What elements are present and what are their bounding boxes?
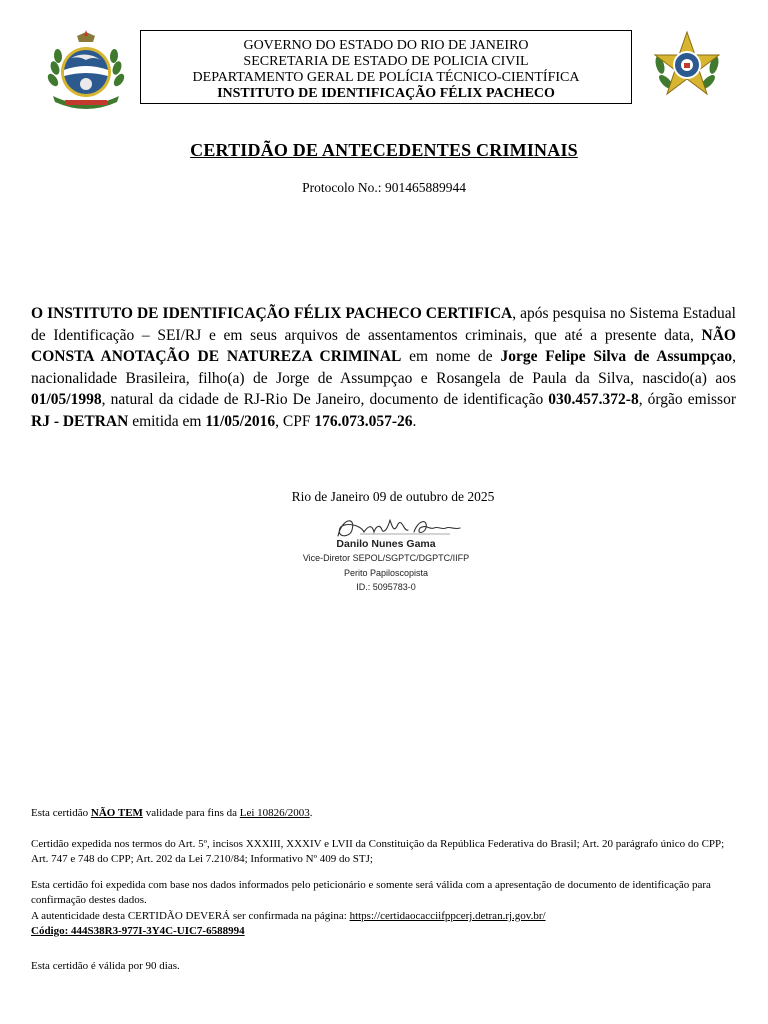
authenticity-note xyxy=(31,909,741,924)
validity-strong: NÃO TEM xyxy=(90,807,143,819)
birth-date: 01/05/1998 xyxy=(31,391,102,408)
validity-days-note: Esta certidão é válida por 90 dias. xyxy=(31,960,180,972)
authenticity-link[interactable]: https://certidaocacciifppcerj.detran.rj.gov.br/ xyxy=(349,910,546,922)
protocol-number: 901465889944 xyxy=(384,180,466,195)
body-text-4: , natural da cidade de RJ-Rio De Janeiro, documento de identificação xyxy=(101,391,549,408)
body-text-2: em nome de xyxy=(401,348,501,365)
issuer: RJ - DETRAN xyxy=(31,412,129,430)
place-date: Rio de Janeiro 09 de outubro de 2025 xyxy=(291,489,495,504)
verification-code: Código: 444S38R3-977I-3Y4C-UIC7-6588994 xyxy=(31,925,245,937)
police-star-badge-icon xyxy=(652,30,722,100)
signature-block xyxy=(302,512,470,598)
id-number: 030.457.372-8 xyxy=(548,391,639,408)
finding: NÃO CONSTA ANOTAÇÃO DE NATUREZA CRIMINAL xyxy=(31,326,736,365)
body-text-5: , órgão emissor xyxy=(638,391,736,408)
validity-law: Lei 10826/2003 xyxy=(239,807,310,819)
body-text-6: emitida em xyxy=(128,412,206,430)
signer-title: Perito Papiloscopista xyxy=(343,568,429,578)
body-text-1: , após pesquisa no Sistema Estadual de Identificação – SEI/RJ e em seus arquivos de assentamentos criminais, que até a presente data, xyxy=(31,305,736,344)
body-text-7: , CPF xyxy=(275,412,315,430)
header-institute: INSTITUTO DE IDENTIFICAÇÃO FÉLIX PACHECO xyxy=(217,86,555,101)
signer-name: Danilo Nunes Gama xyxy=(336,538,436,550)
validity-pre: Esta certidão xyxy=(31,807,91,819)
authenticity-pre: A autenticidade desta CERTIDÃO DEVERÁ ser confirmada na página: xyxy=(31,910,350,922)
protocol-label: Protocolo No.: xyxy=(302,180,382,195)
certificate-body xyxy=(31,303,736,432)
issue-date: 11/05/2016 xyxy=(205,412,276,430)
state-coat-of-arms-icon xyxy=(47,30,125,110)
validity-note xyxy=(31,806,741,821)
header-box xyxy=(140,30,632,104)
data-basis-note: Esta certidão foi expedida com base nos dados informados pelo peticionário e somente será válida com a apresentação de documento de identificação para confirmação destes dados. xyxy=(31,879,711,906)
document-title: CERTIDÃO DE ANTECEDENTES CRIMINAIS xyxy=(190,140,578,160)
person-name: Jorge Felipe Silva de Assumpçao xyxy=(500,348,733,365)
institute-certifies: O INSTITUTO DE IDENTIFICAÇÃO FÉLIX PACHECO CERTIFICA xyxy=(31,305,513,322)
body-text-3: , nacionalidade Brasileira, filho(a) de Jorge de Assumpçao e Rosangela de Paula da Silva, nascido(a) aos xyxy=(31,348,736,387)
header-government: GOVERNO DO ESTADO DO RIO DE JANEIRO xyxy=(243,38,529,53)
signer-id: ID.: 5095783-0 xyxy=(356,582,416,592)
legal-basis-note: Certidão expedida nos termos do Art. 5º, incisos XXXIII, XXXIV e LVII da Constituição da República Federativa do Brasil; Art. 20 parágrafo único do CPP; Art. 747 e 748 do CPP; Art. 202 da Lei 7.210/84; Informativo Nº 409 do STJ; xyxy=(31,838,725,865)
cpf-number: 176.073.057-26 xyxy=(314,412,413,430)
protocol-line xyxy=(0,180,768,196)
header-department: DEPARTAMENTO GERAL DE POLÍCIA TÉCNICO-CIENTÍFICA xyxy=(192,70,580,85)
validity-mid: validade para fins da xyxy=(142,807,240,819)
signer-role: Vice-Diretor SEPOL/SGPTC/DGPTC/IIFP xyxy=(302,553,470,563)
header-secretariat: SECRETARIA DE ESTADO DE POLICIA CIVIL xyxy=(243,54,529,69)
body-text-8: . xyxy=(412,412,417,430)
validity-end: . xyxy=(309,807,313,819)
